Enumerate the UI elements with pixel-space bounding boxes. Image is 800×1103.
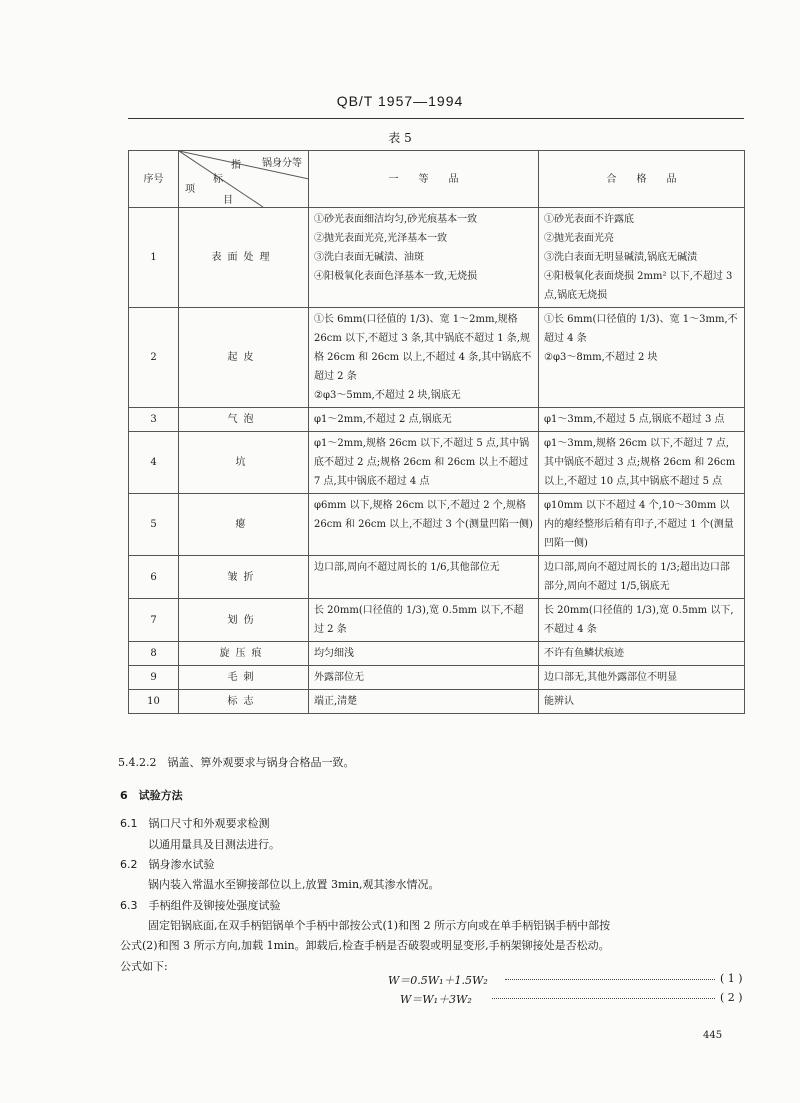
header-mu: 目: [223, 195, 233, 206]
clause-6-3-title: 6.3 手柄组件及铆接处强度试验: [120, 899, 281, 912]
requirement-line: ①砂光表面细洁均匀,砂光痕基本一致: [314, 214, 478, 225]
row-qualified-grade-requirement: [539, 599, 745, 642]
section-6-title: 6 试验方法: [120, 789, 183, 802]
requirement-line: φ1～2mm,不超过 2 点,锅底无: [314, 414, 452, 425]
clause-6-2-body: 锅内装入常温水至铆接部位以上,放置 3min,观其渗水情况。: [148, 878, 440, 891]
row-first-grade-requirement: [309, 408, 539, 432]
row-qualified-grade-requirement: [539, 432, 745, 494]
requirement-line: ②φ3～5mm,不超过 2 块,锅底无: [314, 390, 461, 401]
header-rule: [128, 118, 744, 119]
row-first-grade-requirement: [309, 208, 539, 308]
row-first-grade-requirement: [309, 599, 539, 642]
table-caption: 表 5: [388, 131, 412, 145]
row-serial-no: 4: [129, 432, 179, 494]
formula-1: W＝0.5W₁＋1.5W₂: [388, 974, 488, 987]
page-number: 445: [703, 1030, 723, 1041]
row-item-name: 标志: [179, 690, 309, 714]
requirement-line: ①长 6mm(口径值的 1/3)、宽 1～2mm,规格 26cm 以下,不超过 3 条,其中锅底不超过 1 条,规格 26cm 和 26cm 以上,不超过 4 条,其中锅底不超过 2 条: [314, 314, 532, 382]
row-item-name: 瘪: [179, 494, 309, 556]
requirement-line: φ6mm 以下,规格 26cm 以下,不超过 2 个,规格 26cm 和 26cm 以上,不超过 3 个(测量凹陷一侧): [314, 500, 533, 530]
row-serial-no: 7: [129, 599, 179, 642]
requirement-line: ②抛光表面光亮: [544, 233, 614, 244]
requirement-line: ③洗白表面无明显碱渍,锅底无碱渍: [544, 252, 698, 263]
clause-6-3-body-line2: 公式(2)和图 3 所示方向,加载 1min。卸载后,检查手柄是否破裂或明显变形,手柄架铆接处是否松动。: [120, 939, 610, 952]
row-serial-no: 6: [129, 556, 179, 599]
row-first-grade-requirement: [309, 308, 539, 408]
row-item-name: 毛刺: [179, 666, 309, 690]
row-first-grade-requirement: [309, 690, 539, 714]
formula-1-number: ( 1 ): [720, 972, 743, 985]
requirement-line: 边口部,周向不超过周长的 1/3;超出边口部部分,周向不超过 1/5,锅底无: [544, 562, 730, 592]
row-qualified-grade-requirement: [539, 690, 745, 714]
formula-2-number: ( 2 ): [720, 991, 743, 1004]
clause-6-1-title: 6.1 锅口尺寸和外观要求检测: [120, 817, 270, 830]
requirement-line: 长 20mm(口径值的 1/3),宽 0.5mm 以下,不超过 4 条: [544, 605, 734, 635]
table-row: [129, 308, 745, 408]
row-item-name: 划伤: [179, 599, 309, 642]
row-serial-no: 2: [129, 308, 179, 408]
requirement-line: 能辨认: [544, 696, 574, 707]
table-row: [129, 666, 745, 690]
header-biao: 标: [213, 174, 223, 185]
header-xiang: 项: [185, 184, 195, 195]
row-item-name: 起皮: [179, 308, 309, 408]
requirement-line: φ1～2mm,规格 26cm 以下,不超过 5 点,其中锅底不超过 2 点;规格 26cm 和 26cm 以上不超过 7 点,其中锅底不超过 4 点: [314, 438, 530, 487]
requirement-line: ①砂光表面不许露底: [544, 214, 634, 225]
table-header-row: [129, 151, 745, 208]
standard-number-header: QB/T 1957—1994: [336, 93, 464, 109]
requirement-line: ①长 6mm(口径值的 1/3)、宽 1～3mm,不超过 4 条: [544, 314, 738, 344]
row-qualified-grade-requirement: [539, 408, 745, 432]
header-serial-no: 序号: [129, 151, 179, 208]
formula-2: W＝W₁＋3W₂: [400, 993, 472, 1006]
requirement-line: φ1～3mm,不超过 5 点,锅底不超过 3 点: [544, 414, 725, 425]
row-qualified-grade-requirement: [539, 556, 745, 599]
row-qualified-grade-requirement: [539, 308, 745, 408]
requirement-line: 端正,清楚: [314, 696, 358, 707]
requirement-line: ③洗白表面无碱渍、油斑: [314, 252, 424, 263]
clause-5-4-2-2: 5.4.2.2 锅盖、箅外观要求与锅身合格品一致。: [118, 756, 355, 769]
requirement-line: 边口部,周向不超过周长的 1/6,其他部位无: [314, 562, 500, 573]
row-serial-no: 3: [129, 408, 179, 432]
table-row: [129, 208, 745, 308]
formula-1-leader: [505, 979, 715, 980]
requirement-line: 边口部无,其他外露部位不明显: [544, 672, 678, 683]
table-row: [129, 432, 745, 494]
row-serial-no: 9: [129, 666, 179, 690]
requirement-line: ④阳极氧化表面色泽基本一致,无烧损: [314, 271, 478, 282]
row-item-name: 旋压痕: [179, 642, 309, 666]
table-row: [129, 556, 745, 599]
table-row: [129, 599, 745, 642]
table-row: [129, 408, 745, 432]
requirement-line: 均匀细浅: [314, 648, 354, 659]
row-serial-no: 5: [129, 494, 179, 556]
requirement-line: ②φ3～8mm,不超过 2 块: [544, 352, 658, 363]
row-qualified-grade-requirement: [539, 494, 745, 556]
row-first-grade-requirement: [309, 432, 539, 494]
row-item-name: 坑: [179, 432, 309, 494]
row-qualified-grade-requirement: [539, 666, 745, 690]
table-row: [129, 494, 745, 556]
row-first-grade-requirement: [309, 642, 539, 666]
requirement-line: φ1～3mm,规格 26cm 以下,不超过 7 点,其中锅底不超过 3 点;规格 26cm 和 26cm 以上,不超过 10 点,其中锅底不超过 5 点: [544, 438, 736, 487]
row-first-grade-requirement: [309, 666, 539, 690]
formula-2-leader: [492, 998, 715, 999]
header-grade-label: 锅身分等: [262, 158, 302, 169]
row-item-name: 皱折: [179, 556, 309, 599]
row-serial-no: 8: [129, 642, 179, 666]
requirement-line: φ10mm 以下不超过 4 个,10～30mm 以内的瘪经整形后稍有印子,不超过 1 个(测量凹陷一侧): [544, 500, 734, 549]
clause-6-2-title: 6.2 锅身渗水试验: [120, 858, 215, 871]
clause-6-3-body-line1: 固定铝锅底面,在双手柄铝锅单个手柄中部按公式(1)和图 2 所示方向或在单手柄铝锅手柄中部按: [148, 919, 611, 932]
table-row: [129, 690, 745, 714]
requirement-line: 不许有鱼鳞状痕迹: [544, 648, 624, 659]
row-first-grade-requirement: [309, 494, 539, 556]
row-first-grade-requirement: [309, 556, 539, 599]
row-item-name: 气泡: [179, 408, 309, 432]
clause-6-1-body: 以通用量具及目测法进行。: [148, 838, 280, 851]
requirement-line: ④阳极氧化表面烧损 2mm² 以下,不超过 3 点,锅底无烧损: [544, 271, 733, 301]
row-serial-no: 1: [129, 208, 179, 308]
appearance-spec-table: [128, 150, 745, 714]
header-diagonal-cell: [179, 151, 309, 208]
row-qualified-grade-requirement: [539, 208, 745, 308]
clause-6-3-body-line3: 公式如下:: [120, 960, 168, 973]
header-qualified-grade: 合 格 品: [539, 151, 745, 208]
header-first-grade: 一 等 品: [309, 151, 539, 208]
header-zhi: 指: [231, 160, 241, 171]
requirement-line: 长 20mm(口径值的 1/3),宽 0.5mm 以下,不超过 2 条: [314, 605, 524, 635]
row-item-name: 表面处理: [179, 208, 309, 308]
requirement-line: ②抛光表面光亮,光泽基本一致: [314, 233, 448, 244]
row-serial-no: 10: [129, 690, 179, 714]
requirement-line: 外露部位无: [314, 672, 364, 683]
row-qualified-grade-requirement: [539, 642, 745, 666]
table-row: [129, 642, 745, 666]
